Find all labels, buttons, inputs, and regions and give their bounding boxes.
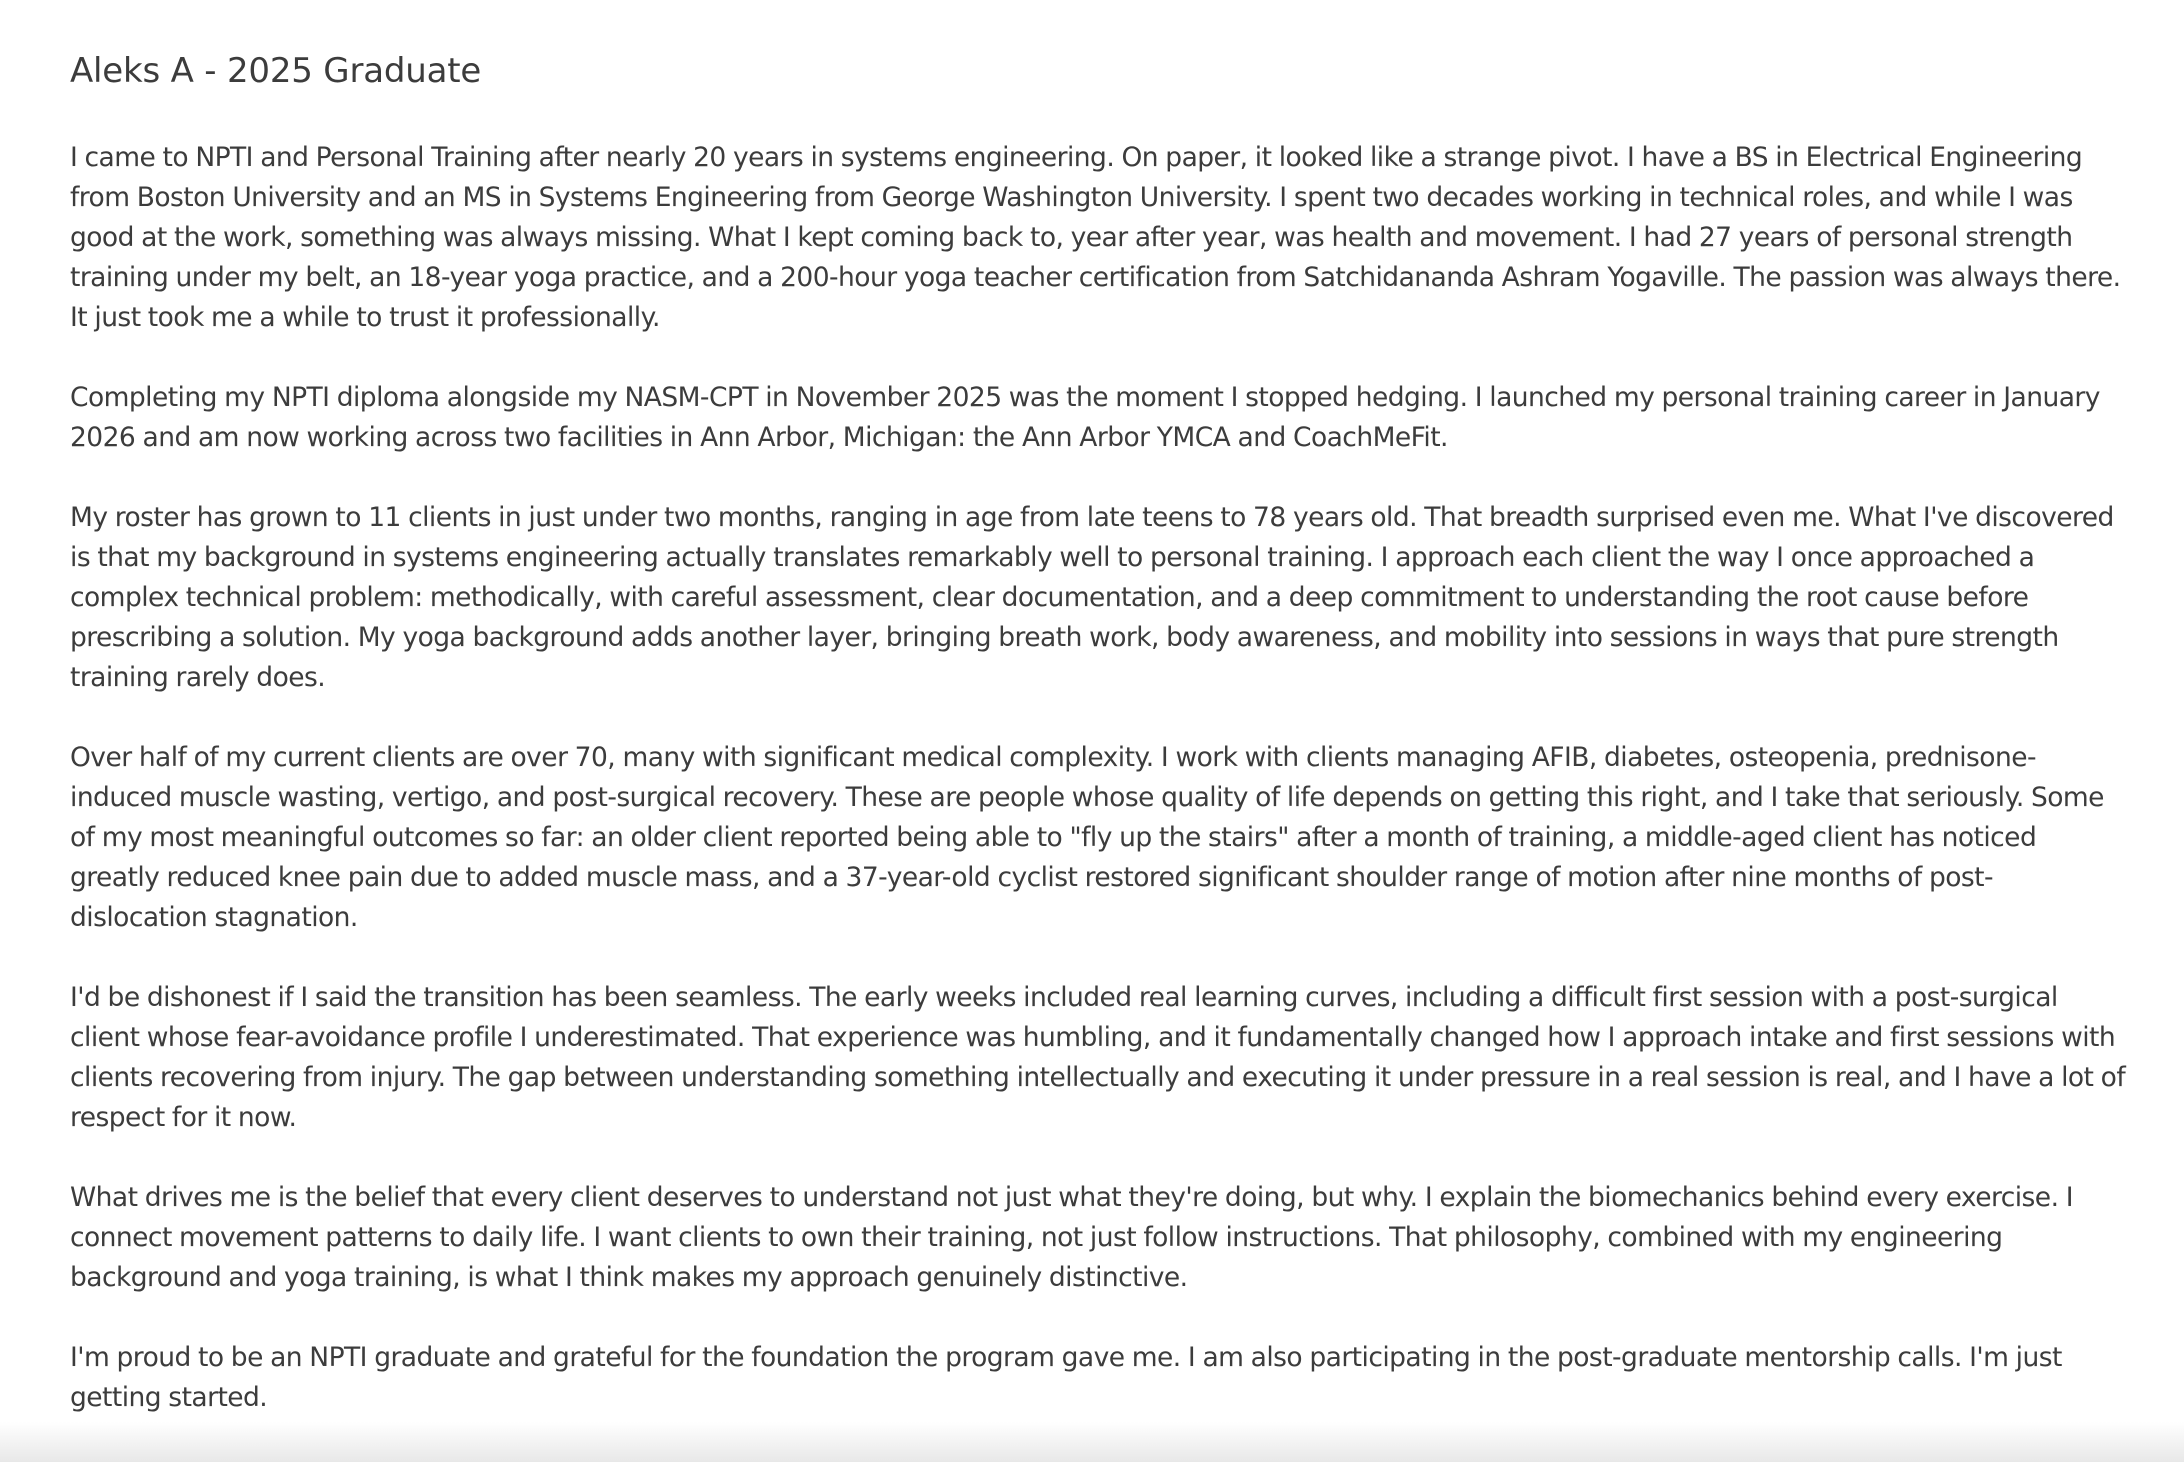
paragraph-philosophy: What drives me is the belief that every client deserves to understand not just what they're doing, but why. I explain the biomechanics behind every exercise. I connect movement patterns to daily life. I want clients to own their training, not just follow instructions. That philosophy, combined with my engineering background and yoga training, is what I think makes my approach genuinely distinctive. (70, 1182, 2073, 1293)
testimonial-body (70, 138, 2130, 1418)
paragraph-transition: I'd be dishonest if I said the transition has been seamless. The early weeks included real learning curves, including a difficult first session with a post-surgical client whose fear-avoidance profile I underestimated. That experience was humbling, and it fundamentally changed how I approach intake and first sessions with clients recovering from injury. The gap between understanding something intellectually and executing it under pressure in a real session is real, and I have a lot of respect for it now. (70, 982, 2126, 1133)
paragraph-roster: My roster has grown to 11 clients in just under two months, ranging in age from late teens to 78 years old. That breadth surprised even me. What I've discovered is that my background in systems engineering actually translates remarkably well to personal training. I approach each client the way I once approached a complex technical problem: methodically, with careful assessment, clear documentation, and a deep commitment to understanding the root cause before prescribing a solution. My yoga background adds another layer, bringing breath work, body awareness, and mobility into sessions in ways that pure strength training rarely does. (70, 502, 2114, 693)
page-title: Aleks A - 2025 Graduate (70, 51, 482, 91)
paragraph-clients: Over half of my current clients are over 70, many with significant medical complexity. I work with clients managing AFIB, diabetes, osteopenia, prednisone-induced muscle wasting, vertigo, and post-surgical recovery. These are people whose quality of life depends on getting this right, and I take that seriously. Some of my most meaningful outcomes so far: an older client reported being able to "fly up the stairs" after a month of training, a middle-aged client has noticed greatly reduced knee pain due to added muscle mass, and a 37-year-old cyclist restored significant shoulder range of motion after nine months of post-dislocation stagnation. (70, 742, 2104, 933)
paragraph-background: I came to NPTI and Personal Training after nearly 20 years in systems engineering. On paper, it looked like a strange pivot. I have a BS in Electrical Engineering from Boston University and an MS in Systems Engineering from George Washington University. I spent two decades working in technical roles, and while I was good at the work, something was always missing. What I kept coming back to, year after year, was health and movement. I had 27 years of personal strength training under my belt, an 18-year yoga practice, and a 200-hour yoga teacher certification from Satchidananda Ashram Yogaville. The passion was always there. It just took me a while to trust it professionally. (70, 142, 2121, 333)
bottom-fade (0, 1422, 2184, 1462)
paragraph-career-launch: Completing my NPTI diploma alongside my NASM-CPT in November 2025 was the moment I stopped hedging. I launched my personal training career in January 2026 and am now working across two facilities in Ann Arbor, Michigan: the Ann Arbor YMCA and CoachMeFit. (70, 382, 2100, 453)
paragraph-closing: I'm proud to be an NPTI graduate and grateful for the foundation the program gave me. I am also participating in the post-graduate mentorship calls. I'm just getting started. (70, 1342, 2062, 1413)
